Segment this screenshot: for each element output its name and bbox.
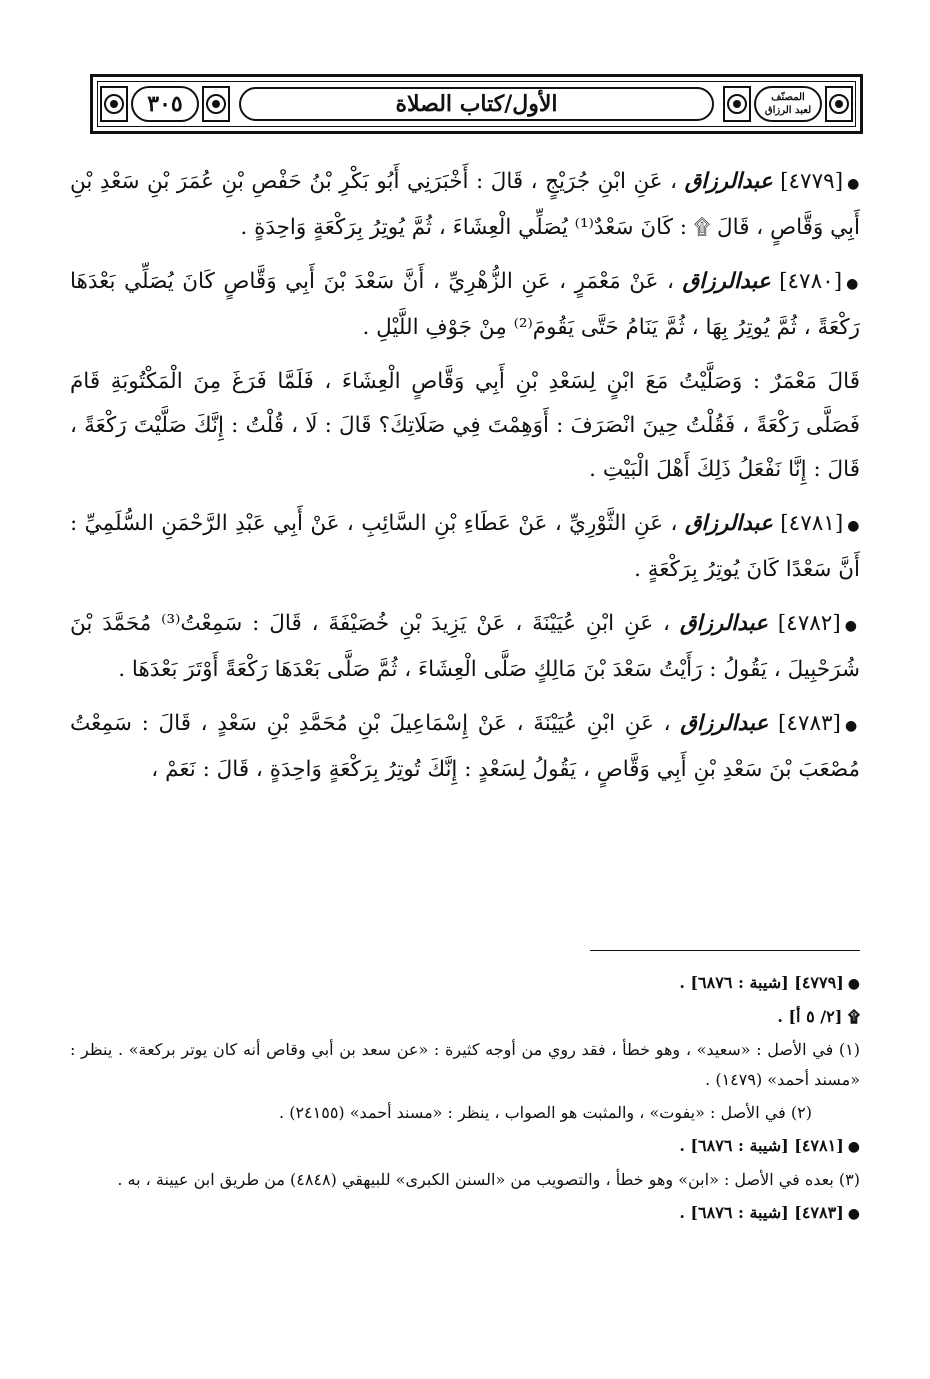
ornament-icon — [99, 85, 129, 123]
running-title: الأول/كتاب الصلاة — [239, 87, 714, 121]
footnote-separator — [590, 950, 860, 951]
bullet-icon: ● — [846, 276, 860, 292]
hadith-number: [٤٧٨٢] — [777, 611, 841, 636]
hadith-author: عبدالرزاق — [684, 169, 773, 194]
hadith-text: ، عَنِ ابْنِ عُيَيْنَةَ ، عَنْ إِسْمَاعِيلَ بْنِ مُحَمَّدِ بْنِ سَعْدٍ ، قَالَ : سَمِعْتُ مُصْعَبَ بْنَ سَعْدِ بْنِ أَبِي وَقَّاصٍ ، يَقُولُ لِسَعْدٍ : إِنَّكَ تُوتِرُ بِرَكْعَةٍ وَاحِدَةٍ ، قَالَ : نَعَمْ ، — [70, 711, 860, 782]
footnote-label: (١) — [838, 1040, 860, 1059]
book-name-line1: المصنّف — [771, 92, 805, 103]
hadith-4783 — [70, 702, 860, 792]
hadith-number: [٤٧٨٣] — [777, 711, 841, 736]
footnotes — [70, 968, 860, 1232]
hadith-text: ، عَنْ مَعْمَرٍ ، عَنِ الزُّهْرِيِّ ، أَنَّ سَعْدَ بْنَ أَبِي وَقَّاصٍ كَانَ يُصَلِّي بَعْدَهَا رَكْعَةً ، ثُمَّ يُوتِرُ بِهَا ، ثُمَّ يَنَامُ حَتَّى يَقُومَ⁽²⁾ مِنْ جَوْفِ اللَّيْلِ . — [70, 269, 860, 340]
ornament-icon — [824, 85, 854, 123]
hadith-4780 — [70, 260, 860, 350]
footnote-3 — [70, 1165, 860, 1195]
footnote-folio: ۩ [٢/ ٥ أ] . — [777, 1007, 860, 1026]
hadith-author: عبدالرزاق — [682, 269, 771, 294]
hadith-text: ، عَنِ ابْنِ جُرَيْجٍ ، قَالَ : أَخْبَرَنِي أَبُو بَكْرِ بْنُ حَفْصِ بْنِ عُمَرَ بْنِ سَعْدِ بْنِ أَبِي وَقَّاصٍ ، قَالَ ۩ : كَانَ سَعْدٌ⁽¹⁾ يُصَلِّي الْعِشَاءَ ، ثُمَّ يُوتِرُ بِرَكْعَةٍ وَاحِدَةٍ . — [70, 169, 860, 240]
hadith-text: قَالَ مَعْمَرٌ : وَصَلَّيْتُ مَعَ ابْنٍ لِسَعْدِ بْنِ أَبِي وَقَّاصٍ الْعِشَاءَ ، فَلَمَّا فَرَغَ مِنَ الْمَكْتُوبَةِ قَامَ فَصَلَّى رَكْعَةً ، فَقُلْتُ حِينَ انْصَرَفَ : أَوَهِمْتَ فِي صَلَاتِكَ؟ قَالَ : لَا ، قُلْتُ : إِنَّكَ صَلَّيْتَ رَكْعَةً ، قَالَ : إِنَّا نَفْعَلُ ذَلِكَ أَهْلَ الْبَيْتِ . — [70, 369, 860, 482]
bullet-icon: ● — [847, 518, 861, 534]
hadith-4782 — [70, 602, 860, 692]
bullet-icon: ● — [847, 976, 860, 992]
footnote-ref: ●[٤٧٨٣] [شيبة : ٦٨٧٦] . — [679, 1203, 860, 1222]
hadith-author: عبدالرزاق — [679, 611, 768, 636]
hadith-4779 — [70, 160, 860, 250]
hadith-text: ، عَنِ الثَّوْرِيِّ ، عَنْ عَطَاءِ بْنِ السَّائِبِ ، عَنْ أَبِي عَبْدِ الرَّحْمَنِ السُّلَمِيِّ : أَنَّ سَعْدًا كَانَ يُوتِرُ بِرَكْعَةٍ . — [70, 511, 860, 582]
page-number: ٣٠٥ — [131, 86, 199, 122]
footnote-ref: ●[٤٧٨١] [شيبة : ٦٨٧٦] . — [679, 1136, 860, 1155]
footnote-label: (٣) — [838, 1170, 860, 1189]
hadith-author: عبدالرزاق — [684, 511, 773, 536]
footnote-ref: ●[٤٧٧٩] [شيبة : ٦٨٧٦] . — [679, 973, 860, 992]
hadith-4781 — [70, 502, 860, 592]
book-name-line2: لعبد الرزاق — [764, 105, 812, 116]
hadith-author: عبدالرزاق — [680, 711, 769, 736]
hadith-number: [٤٧٨٠] — [779, 269, 843, 294]
footnote-text: في الأصل : «سعيد» ، وهو خطأ ، فقد روي من أوجه كثيرة : «عن سعد بن أبي وقاص أنه كان يوتر بركعة» . ينظر : «مسند أحمد» (١٤٧٩) . — [70, 1040, 860, 1089]
ornament-icon — [201, 85, 231, 123]
hadith-4780-continuation — [70, 360, 860, 492]
footnote-1 — [70, 1035, 860, 1095]
footnote-2 — [70, 1098, 860, 1128]
hadith-number: [٤٧٨١] — [780, 511, 844, 536]
footnote-text: بعده في الأصل : «ابن» وهو خطأ ، والتصويب من «السنن الكبرى» للبيهقي (٤٨٤٨) من طريق ابن عيينة ، به . — [117, 1170, 834, 1189]
ornament-icon — [722, 85, 752, 123]
bullet-icon: ● — [844, 718, 860, 734]
main-text — [70, 160, 860, 792]
footnote-text: في الأصل : «يفوت» ، والمثبت هو الصواب ، ينظر : «مسند أحمد» (٢٤١٥٥) . — [279, 1103, 786, 1122]
hadith-text: ، عَنِ ابْنِ عُيَيْنَةَ ، عَنْ يَزِيدَ بْنِ خُصَيْفَةَ ، قَالَ : سَمِعْتُ⁽³⁾ مُحَمَّدَ بْنَ شُرَحْبِيلَ ، يَقُولُ : رَأَيْتُ سَعْدَ بْنَ مَالِكٍ صَلَّى الْعِشَاءَ ، ثُمَّ صَلَّى بَعْدَهَا رَكْعَةً أَوْتَرَ بَعْدَهَا . — [70, 611, 860, 682]
bullet-icon: ● — [847, 1139, 860, 1155]
footnote-label: (٢) — [790, 1103, 812, 1122]
bullet-icon: ● — [844, 618, 860, 634]
hadith-number: [٤٧٧٩] — [780, 169, 844, 194]
book-name-cartouche — [754, 86, 822, 122]
bullet-icon: ● — [847, 1206, 860, 1222]
bullet-icon: ● — [847, 176, 860, 192]
page-header — [90, 74, 863, 134]
